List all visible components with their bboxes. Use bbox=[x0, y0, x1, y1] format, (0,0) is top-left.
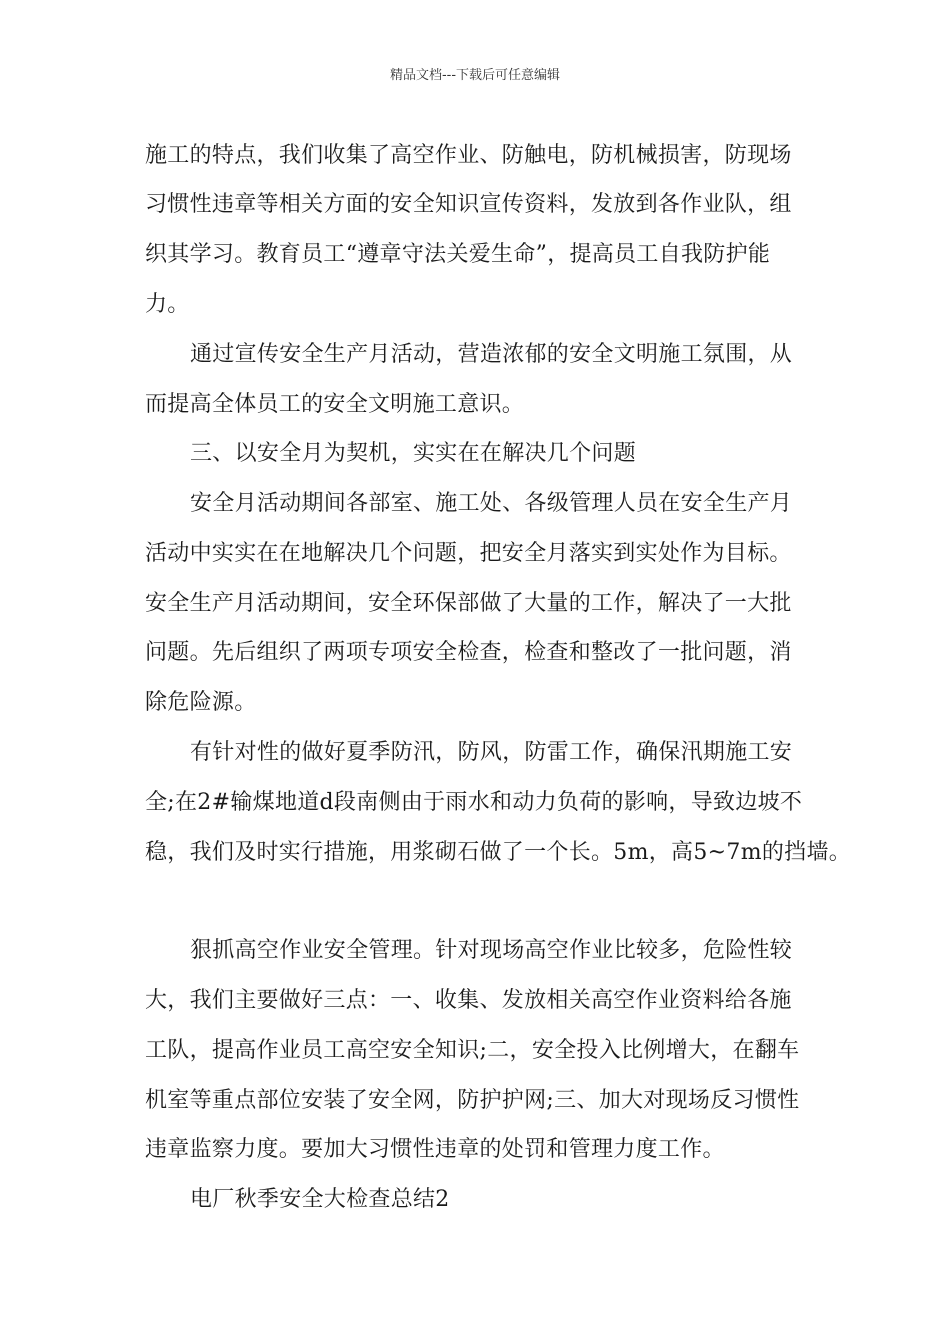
text-line: 通过宣传安全生产月活动，营造浓郁的安全文明施工氛围，从 bbox=[190, 342, 793, 367]
section-title: 电厂秋季安全大检查总结2 bbox=[190, 1187, 450, 1212]
text-line: 除危险源。 bbox=[145, 690, 257, 715]
text-line: 机室等重点部位安装了安全网，防护护网;三、加大对现场反习惯性 bbox=[145, 1088, 800, 1113]
text-line: 狠抓高空作业安全管理。针对现场高空作业比较多，危险性较 bbox=[190, 938, 793, 963]
text-line: 工队，提高作业员工高空安全知识;二，安全投入比例增大，在翻车 bbox=[145, 1038, 800, 1063]
text-line: 习惯性违章等相关方面的安全知识宣传资料，发放到各作业队，组 bbox=[145, 192, 792, 217]
text-line: 力。 bbox=[145, 292, 190, 317]
text-line: 安全生产月活动期间，安全环保部做了大量的工作，解决了一大批 bbox=[145, 591, 792, 616]
text-line: 活动中实实在在地解决几个问题，把安全月落实到实处作为目标。 bbox=[145, 541, 792, 566]
text-line: 施工的特点，我们收集了高空作业、防触电，防机械损害，防现场 bbox=[145, 143, 792, 168]
text-line: 违章监察力度。要加大习惯性违章的处罚和管理力度工作。 bbox=[145, 1137, 725, 1162]
section-heading: 三、以安全月为契机，实实在在解决几个问题 bbox=[190, 441, 637, 466]
text-line: 稳，我们及时实行措施，用浆砌石做了一个长。5m，高5~7m的挡墙。 bbox=[145, 840, 852, 865]
text-line: 安全月活动期间各部室、施工处、各级管理人员在安全生产月 bbox=[190, 491, 793, 516]
text-line: 大，我们主要做好三点：一、收集、发放相关高空作业资料给各施 bbox=[145, 988, 792, 1013]
text-line: 而提高全体员工的安全文明施工意识。 bbox=[145, 392, 525, 417]
text-line: 全;在2#输煤地道d段南侧由于雨水和动力负荷的影响，导致边坡不 bbox=[145, 790, 803, 815]
text-line: 织其学习。教育员工“遵章守法关爱生命”，提高员工自我防护能 bbox=[145, 242, 771, 267]
page-header: 精品文档---下载后可任意编辑 bbox=[389, 68, 561, 83]
text-line: 问题。先后组织了两项专项安全检查，检查和整改了一批问题，消 bbox=[145, 640, 792, 665]
text-line: 有针对性的做好夏季防汛，防风，防雷工作，确保汛期施工安 bbox=[190, 740, 793, 765]
